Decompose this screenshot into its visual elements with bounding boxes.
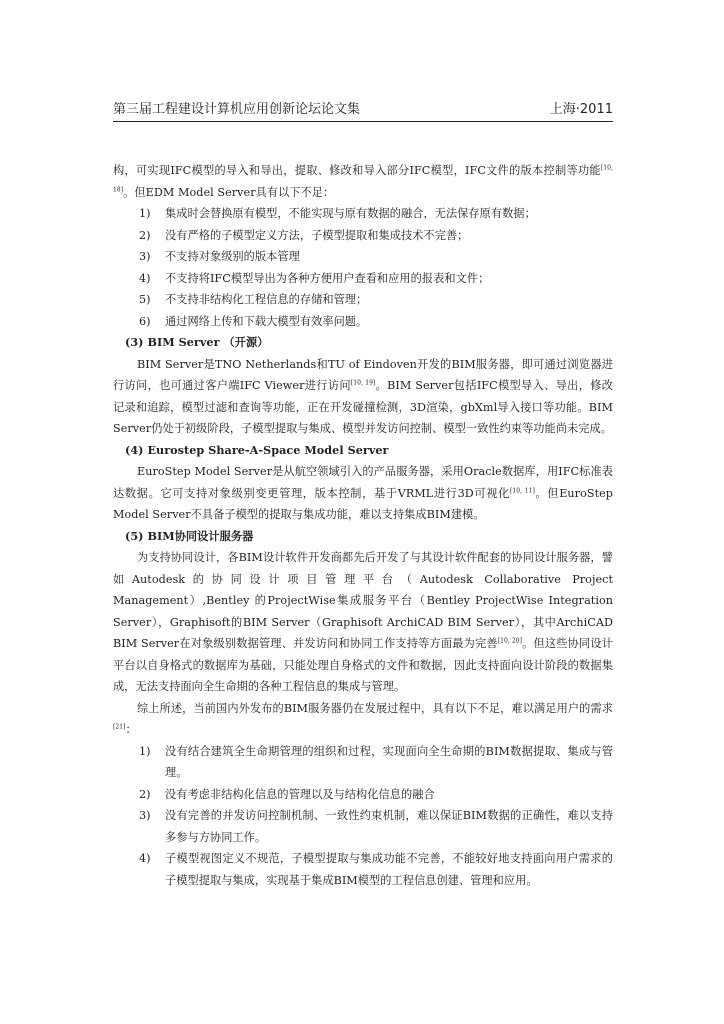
citation: [10, 11] bbox=[510, 486, 535, 494]
list-number: 4) bbox=[139, 271, 151, 285]
body-text bbox=[113, 160, 613, 891]
paragraph-bim-server bbox=[113, 354, 613, 440]
citation: [10, 20] bbox=[497, 637, 523, 645]
paragraph-text: 为支持协同设计，各BIM设计软件开发商都先后开发了与其设计软件配套的协同设计服务器，譬如Autodesk的协同设计项目管理平台（Autodesk Collaborative Project Management）,Bentley 的ProjectWise集成服务平台（Bentley ProjectWise Integration Server），Graphisoft的BIM Server（Graphisoft ArchiCAD BIM Server），其中ArchiCAD BIM Server在对象级别数据管理、并发访问和协同工作支持等方面最为完善 bbox=[113, 551, 613, 650]
citation: [10, 19] bbox=[350, 379, 376, 387]
list-item-text: 没有严格的子模型定义方法，子模型提取和集成技术不完善； bbox=[165, 228, 469, 242]
header-location-year: 上海·2011 bbox=[549, 102, 613, 117]
list-number: 1) bbox=[139, 207, 151, 220]
paragraph-text: 构，可实现IFC模型的导入和导出，提取、修改和导入部分IFC模型，IFC文件的版本控制等功能 bbox=[113, 164, 601, 177]
list-number: 1) bbox=[139, 744, 151, 758]
header-proceedings-title: 第三届工程建设计算机应用创新论坛论文集 bbox=[113, 102, 361, 117]
paragraph-collab-server bbox=[113, 547, 613, 698]
list-number: 2) bbox=[139, 787, 151, 801]
list-item-text: 没有考虑非结构化信息的管理以及与结构化信息的融合 bbox=[165, 787, 435, 801]
paragraph-eurostep bbox=[113, 461, 613, 526]
citation: [21] bbox=[113, 723, 126, 731]
list-item-text: 集成时会替换原有模型，不能实现与原有数据的融合，无法保存原有数据； bbox=[165, 207, 536, 220]
list-item bbox=[113, 225, 613, 247]
list-number: 5) bbox=[139, 293, 151, 306]
list-item bbox=[113, 741, 613, 784]
list-item bbox=[113, 289, 613, 311]
bim-server-shortcomings-list bbox=[113, 741, 613, 892]
paragraph-text: ： bbox=[125, 723, 137, 736]
paragraph-text: 。BIM Server包括IFC模型导入、导出，修改记录和追踪，模型过滤和查询等功能，正在开发碰撞检测，3D渲染，gbXml导入接口等功能。BIM Server仍处于初级阶段，子模型提取与集成、模型并发访问控制、模型一致性约束等功能尚未完成。 bbox=[113, 379, 613, 435]
edm-shortcomings-list bbox=[113, 203, 613, 332]
paragraph-summary bbox=[113, 698, 613, 741]
list-number: 4) bbox=[139, 852, 151, 865]
list-number: 2) bbox=[139, 228, 151, 242]
running-header bbox=[113, 101, 613, 122]
list-item bbox=[113, 311, 613, 333]
list-item bbox=[113, 246, 613, 268]
list-item-text: 通过网络上传和下载大模型有效率问题。 bbox=[165, 314, 368, 328]
paragraph-text: 。但EuroStep Model Server不具备子模型的提取与集成功能，难以支持集成BIM建模。 bbox=[113, 486, 613, 521]
list-number: 3) bbox=[139, 250, 151, 263]
list-item bbox=[113, 805, 613, 848]
paragraph-text: BIM Server是TNO Netherlands和TU of Eindoven开发的BIM服务器，即可通过浏览器进行访问，也可通过客户端IFC Viewer进行访问 bbox=[113, 357, 613, 392]
list-item bbox=[113, 784, 613, 806]
section-heading-collab-server: (5) BIM协同设计服务器 bbox=[125, 528, 254, 543]
list-number: 6) bbox=[139, 314, 151, 328]
list-item bbox=[113, 848, 613, 891]
list-item-text: 不支持将IFC模型导出为各种方便用户查看和应用的报表和文件； bbox=[165, 271, 490, 285]
list-item bbox=[113, 203, 613, 225]
paragraph-text: 综上所述，当前国内外发布的BIM服务器仍在发展过程中，具有以下不足，难以满足用户的需求 bbox=[137, 701, 613, 715]
paragraph-text: 。但EDM Model Server具有以下不足： bbox=[123, 185, 335, 199]
paragraph-edm-intro bbox=[113, 160, 613, 203]
list-item-text: 子模型视图定义不规范，子模型提取与集成功能不完善，不能较好地支持面向用户需求的子模型提取与集成，实现基于集成BIM模型的工程信息创建、管理和应用。 bbox=[165, 852, 613, 887]
section-heading-eurostep: (4) Eurostep Share-A-Space Model Server bbox=[125, 442, 389, 457]
list-item-text: 不支持对象级别的版本管理 bbox=[165, 250, 300, 263]
section-heading-bim-server: (3) BIM Server （开源） bbox=[125, 335, 269, 349]
list-item-text: 没有完善的并发访问控制机制、一致性约束机制，难以保证BIM数据的正确性，难以支持多参与方协同工作。 bbox=[165, 809, 613, 844]
list-item-text: 不支持非结构化工程信息的存储和管理； bbox=[165, 293, 368, 306]
paragraph-text: EuroStep Model Server是从航空领域引入的产品服务器，采用Oracle数据库，用IFC标准表达数据。它可支持对象级别变更管理，版本控制，基于VRML进行3D可视化 bbox=[113, 465, 613, 500]
list-item-text: 没有结合建筑全生命期管理的组织和过程，实现面向全生命期的BIM数据提取、集成与管理。 bbox=[165, 744, 613, 779]
list-number: 3) bbox=[139, 809, 151, 822]
citation: [10, 18] bbox=[113, 164, 613, 193]
list-item bbox=[113, 268, 613, 290]
paragraph-text: 。但这些协同设计平台以自身格式的数据库为基础，只能处理自身格式的文件和数据，因此支持面向设计阶段的数据集成，无法支持面向全生命期的各种工程信息的集成与管理。 bbox=[113, 637, 613, 693]
